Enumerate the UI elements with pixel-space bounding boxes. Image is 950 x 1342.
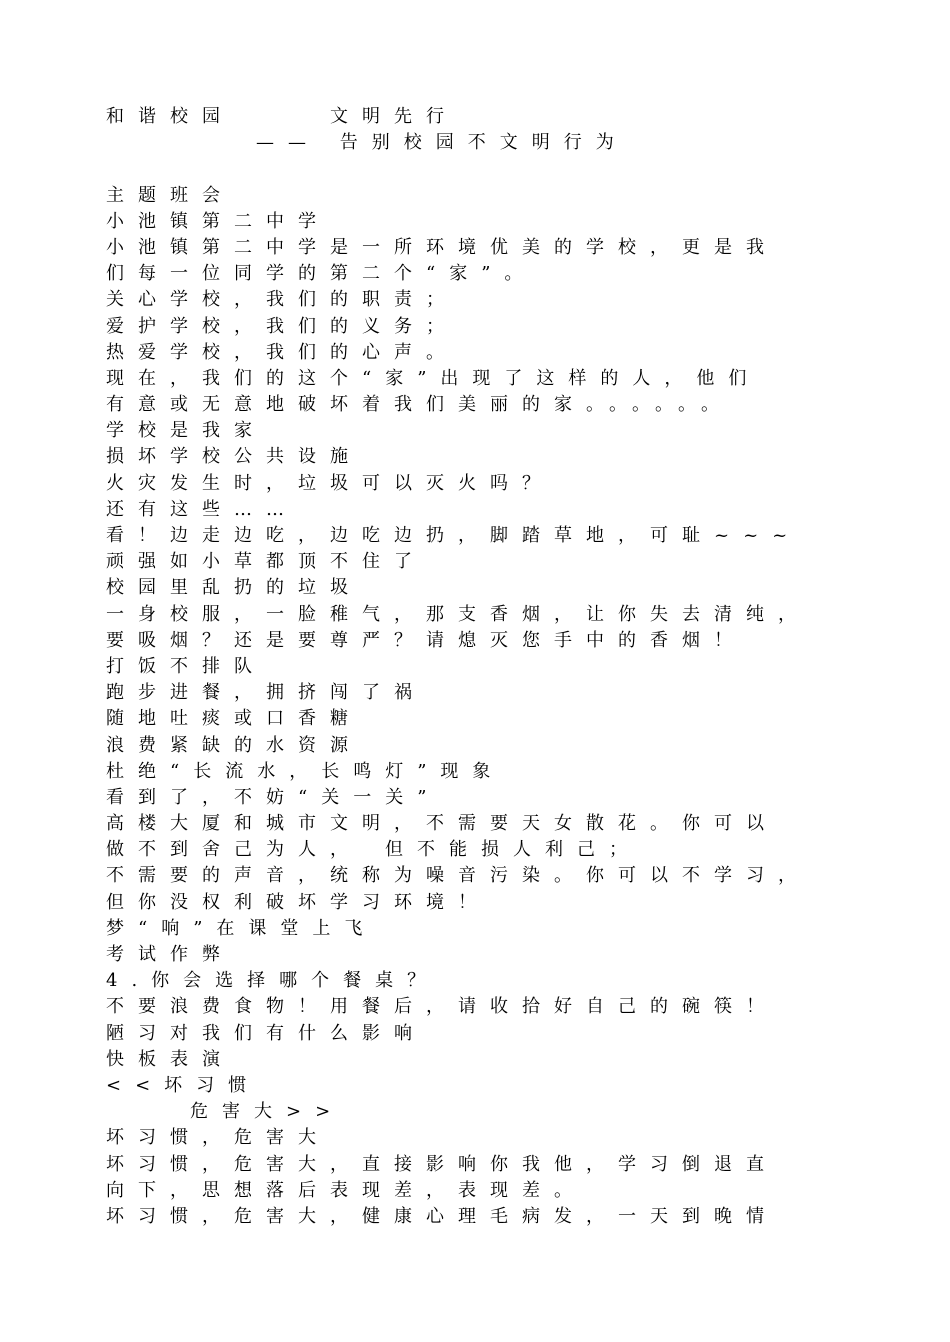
text-line: 坏习惯，危害大，直接影响你我他，学习倒退直	[106, 1153, 778, 1175]
text-line: 主题班会	[106, 184, 234, 206]
text-line: 小池镇第二中学	[106, 210, 330, 232]
document-subtitle: —— 告别校园不文明行为	[256, 132, 628, 154]
text-line: 看！边走边吃，边吃边扔，脚踏草地，可耻~~~	[106, 525, 802, 546]
text-line: 但你没权利破坏学习环境！	[106, 891, 490, 913]
text-line: 快板表演	[106, 1048, 234, 1070]
text-lines	[106, 183, 866, 1100]
document-body	[106, 104, 866, 1230]
text-line: 要吸烟？还是要尊严？请熄灭您手中的香烟！	[106, 629, 746, 651]
text-line: 热爱学校，我们的心声。	[106, 341, 458, 363]
text-line: 不要浪费食物！用餐后，请收拾好自己的碗筷！	[106, 996, 778, 1018]
text-line: 梦“响”在课堂上飞	[106, 917, 377, 939]
text-line: 关心学校，我们的职责；	[106, 289, 458, 311]
text-line: 有意或无意地破坏着我们美丽的家。。。。。。	[106, 394, 733, 416]
text-lines-tail	[106, 1125, 866, 1230]
text-line: 打饭不排队	[106, 655, 266, 677]
text-line: 一身校服，一脸稚气，那支香烟，让你失去清纯，	[106, 603, 810, 625]
document-title: 和谐校园 文明先行	[106, 106, 458, 127]
text-line: 杜绝“长流水，长鸣灯”现象	[106, 760, 505, 782]
text-line: 跑步进餐，拥挤闯了祸	[106, 682, 426, 704]
text-line: 损坏学校公共设施	[106, 446, 362, 468]
text-line: 考试作弊	[106, 944, 234, 965]
text-line: <<坏习惯	[106, 1074, 261, 1096]
text-line: 现在，我们的这个“家”出现了这样的人，他们	[106, 367, 761, 389]
text-line: 4.你会选择哪个餐桌？	[106, 970, 440, 992]
text-line: 顽强如小草都顶不住了	[106, 551, 426, 573]
text-line: 火灾发生时，垃圾可以灭火吗？	[106, 472, 554, 494]
text-line: 看到了，不妨“关一关”	[106, 786, 441, 808]
text-line-indented: 危害大>>	[190, 1101, 345, 1123]
text-line: 校园里乱扔的垃圾	[106, 577, 362, 599]
text-line: 还有这些……	[106, 498, 298, 520]
text-line: 随地吐痰或口香糖	[106, 708, 362, 730]
text-line: 坏习惯，危害大	[106, 1127, 330, 1149]
text-line: 学校是我家	[106, 420, 266, 442]
text-line: 爱护学校，我们的义务；	[106, 315, 458, 337]
text-line: 小池镇第二中学是一所环境优美的学校，更是我	[106, 236, 778, 258]
text-line: 不需要的声音，统称为噪音污染。你可以不学习，	[106, 865, 810, 887]
text-line: 高楼大厦和城市文明，不需要天女散花。你可以	[106, 813, 778, 835]
text-line: 做不到舍己为人， 但不能损人利己；	[106, 839, 641, 861]
blank-line	[106, 156, 866, 182]
text-line: 坏习惯，危害大，健康心理毛病发，一天到晚情	[106, 1205, 778, 1227]
text-line: 们每一位同学的第二个“家”。	[106, 263, 537, 285]
text-line: 陋习对我们有什么影响	[106, 1022, 426, 1044]
text-line: 向下，思想落后表现差，表现差。	[106, 1179, 586, 1201]
text-line: 浪费紧缺的水资源	[106, 734, 362, 756]
